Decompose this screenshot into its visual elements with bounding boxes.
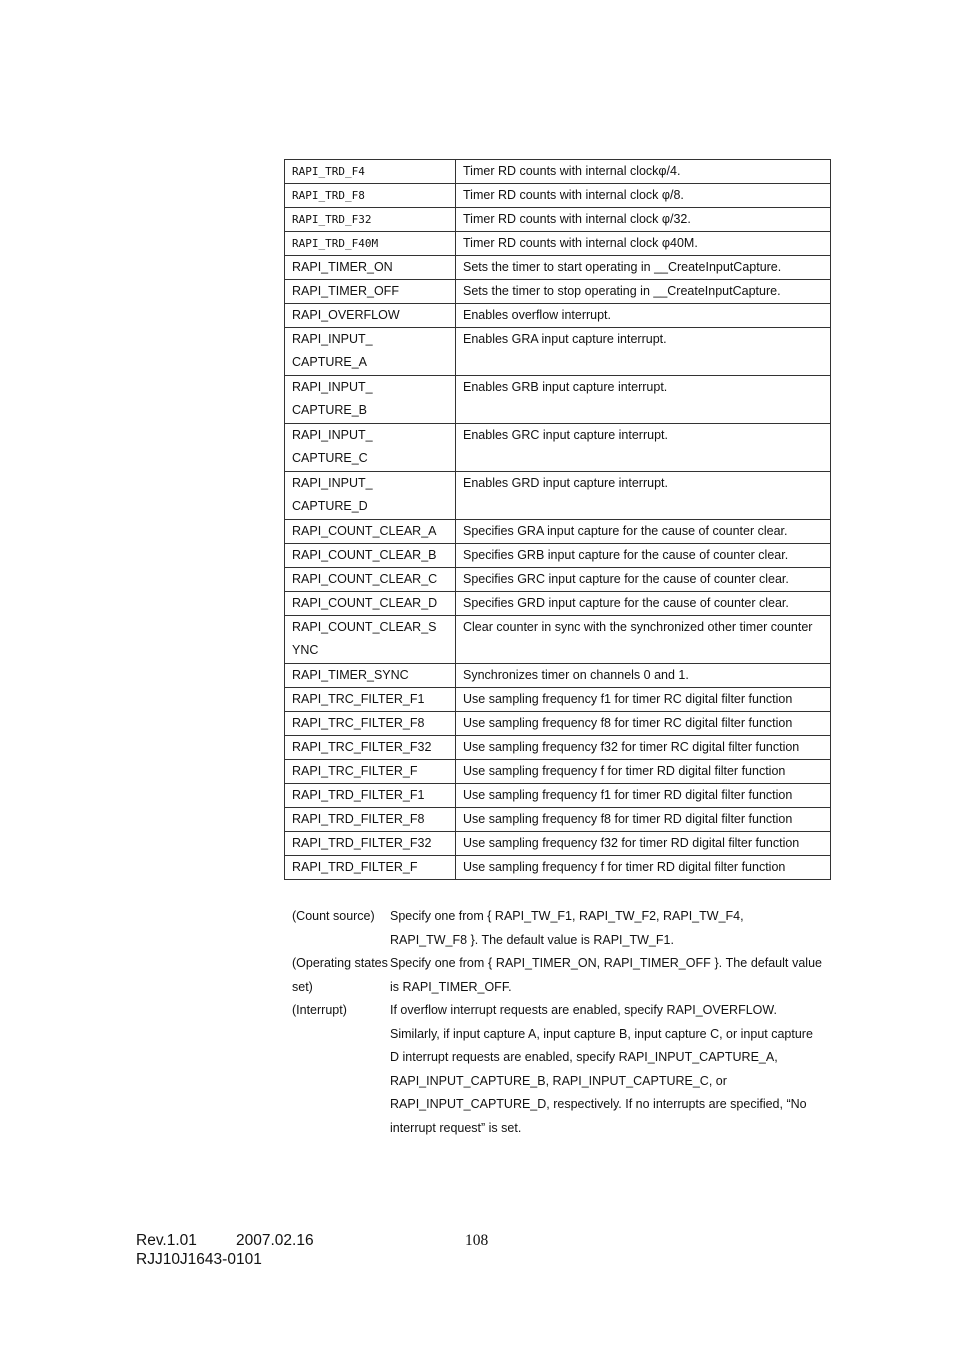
parameter-name-text: RAPI_TRC_FILTER_F32: [292, 740, 432, 754]
parameter-name: [285, 376, 456, 424]
footer-date: 2007.02.16: [236, 1232, 314, 1249]
parameter-name: [285, 208, 456, 232]
parameter-name-text: RAPI_TIMER_OFF: [292, 284, 399, 298]
parameter-name-text: RAPI_TRD_FILTER_F: [292, 860, 418, 874]
parameter-name-text: RAPI_INPUT_ CAPTURE_C: [292, 428, 373, 465]
table-row: [285, 160, 831, 184]
parameter-name-text: RAPI_TRD_F40M: [292, 237, 379, 250]
note-label: (Operating states set): [292, 956, 388, 994]
parameter-name: [285, 160, 456, 184]
parameter-name-text: RAPI_COUNT_CLEAR_S YNC: [292, 620, 437, 657]
parameter-name-text: RAPI_TRC_FILTER_F8: [292, 716, 425, 730]
parameter-description: Use sampling frequency f8 for timer RC digital filter function: [456, 712, 831, 736]
parameter-name-text: RAPI_COUNT_CLEAR_D: [292, 596, 438, 610]
note-text: Specify one from { RAPI_TIMER_ON, RAPI_TIMER_OFF }. The default value is RAPI_TIMER_OFF.: [390, 956, 822, 994]
table-row: [285, 784, 831, 808]
parameter-name: [285, 688, 456, 712]
parameter-name: [285, 856, 456, 880]
table-row: [285, 712, 831, 736]
footer-document-id: RJJ10J1643-0101: [136, 1251, 262, 1268]
parameter-description: Use sampling frequency f8 for timer RD digital filter function: [456, 808, 831, 832]
parameter-description: Enables GRB input capture interrupt.: [456, 376, 831, 424]
table-row: [285, 736, 831, 760]
parameter-description: Use sampling frequency f1 for timer RD digital filter function: [456, 784, 831, 808]
parameter-description: Specifies GRB input capture for the cause of counter clear.: [456, 544, 831, 568]
table-row: [285, 232, 831, 256]
table-row: [285, 688, 831, 712]
table-row: [285, 832, 831, 856]
table-row: [285, 304, 831, 328]
parameter-name-text: RAPI_TRD_F4: [292, 165, 365, 178]
table-row: [285, 280, 831, 304]
parameter-name: [285, 664, 456, 688]
table-row: [285, 808, 831, 832]
parameter-name-text: RAPI_OVERFLOW: [292, 308, 400, 322]
note-count-source: [292, 905, 822, 952]
parameter-name-text: RAPI_TRC_FILTER_F1: [292, 692, 425, 706]
note-text: If overflow interrupt requests are enabled, specify RAPI_OVERFLOW. Similarly, if input capture A, input capture B, input capture C, or input capture D interrupt requests are enabled, specify RAPI_INPUT_CAPTURE_A, RAPI_INPUT_CAPTURE_B, RAPI_INPUT_CAPTURE_C, or RAPI_INPUT_CAPTURE_D, respectively. If no interrupts are specified, “No interrupt request” is set.: [390, 1003, 813, 1135]
parameter-name: [285, 712, 456, 736]
parameter-name-text: RAPI_TRD_FILTER_F8: [292, 812, 425, 826]
parameter-name: [285, 736, 456, 760]
parameter-name: [285, 472, 456, 520]
table-row: [285, 592, 831, 616]
parameter-description: Sets the timer to stop operating in __CreateInputCapture.: [456, 280, 831, 304]
parameter-description: Enables GRA input capture interrupt.: [456, 328, 831, 376]
parameter-name: [285, 760, 456, 784]
parameter-description: Clear counter in sync with the synchronized other timer counter: [456, 616, 831, 664]
note-label: (Interrupt): [292, 1003, 347, 1017]
parameter-notes: [292, 905, 822, 1140]
table-row: [285, 208, 831, 232]
parameter-name: [285, 424, 456, 472]
note-interrupt: [292, 999, 822, 1140]
parameter-description: Timer RD counts with internal clock φ40M.: [456, 232, 831, 256]
parameter-description: Sets the timer to start operating in __CreateInputCapture.: [456, 256, 831, 280]
note-operating-states: [292, 952, 822, 999]
parameter-name-text: RAPI_TRD_F8: [292, 189, 365, 202]
table-row: [285, 520, 831, 544]
page-number: 108: [465, 1232, 489, 1249]
parameter-table: [284, 159, 831, 880]
parameter-name-text: RAPI_COUNT_CLEAR_A: [292, 524, 437, 538]
parameter-name: [285, 808, 456, 832]
parameter-description: Use sampling frequency f32 for timer RD digital filter function: [456, 832, 831, 856]
note-text: Specify one from { RAPI_TW_F1, RAPI_TW_F2, RAPI_TW_F4, RAPI_TW_F8 }. The default value is RAPI_TW_F1.: [390, 909, 744, 947]
table-row: [285, 424, 831, 472]
table-row: [285, 664, 831, 688]
parameter-name: [285, 184, 456, 208]
parameter-name: [285, 832, 456, 856]
table-row: [285, 184, 831, 208]
table-row: [285, 760, 831, 784]
parameter-name-text: RAPI_COUNT_CLEAR_B: [292, 548, 437, 562]
parameter-description: Specifies GRC input capture for the cause of counter clear.: [456, 568, 831, 592]
parameter-description: Timer RD counts with internal clockφ/4.: [456, 160, 831, 184]
parameter-name-text: RAPI_COUNT_CLEAR_C: [292, 572, 438, 586]
parameter-name: [285, 520, 456, 544]
parameter-name-text: RAPI_TRD_F32: [292, 213, 372, 226]
parameter-description: Timer RD counts with internal clock φ/8.: [456, 184, 831, 208]
parameter-description: Enables GRC input capture interrupt.: [456, 424, 831, 472]
parameter-name: [285, 568, 456, 592]
parameter-name: [285, 328, 456, 376]
table-row: [285, 376, 831, 424]
parameter-name: [285, 256, 456, 280]
parameter-name-text: RAPI_TRC_FILTER_F: [292, 764, 418, 778]
note-label: (Count source): [292, 909, 375, 923]
parameter-name-text: RAPI_INPUT_ CAPTURE_A: [292, 332, 373, 369]
table-row: [285, 616, 831, 664]
table-row: [285, 328, 831, 376]
table-row: [285, 568, 831, 592]
parameter-name: [285, 784, 456, 808]
parameter-description: Timer RD counts with internal clock φ/32.: [456, 208, 831, 232]
parameter-table-body: [285, 160, 831, 880]
parameter-description: Specifies GRA input capture for the cause of counter clear.: [456, 520, 831, 544]
parameter-name: [285, 232, 456, 256]
table-row: [285, 856, 831, 880]
parameter-name: [285, 544, 456, 568]
table-row: [285, 256, 831, 280]
parameter-description: Use sampling frequency f1 for timer RC digital filter function: [456, 688, 831, 712]
parameter-name: [285, 304, 456, 328]
parameter-name: [285, 616, 456, 664]
table-row: [285, 472, 831, 520]
parameter-name-text: RAPI_INPUT_ CAPTURE_D: [292, 476, 373, 513]
parameter-description: Use sampling frequency f32 for timer RC digital filter function: [456, 736, 831, 760]
footer-revision: Rev.1.01: [136, 1232, 197, 1249]
table-row: [285, 544, 831, 568]
parameter-name-text: RAPI_TRD_FILTER_F1: [292, 788, 425, 802]
parameter-name-text: RAPI_TRD_FILTER_F32: [292, 836, 432, 850]
parameter-name-text: RAPI_TIMER_ON: [292, 260, 393, 274]
parameter-description: Enables GRD input capture interrupt.: [456, 472, 831, 520]
parameter-name: [285, 592, 456, 616]
parameter-name-text: RAPI_INPUT_ CAPTURE_B: [292, 380, 373, 417]
parameter-name-text: RAPI_TIMER_SYNC: [292, 668, 409, 682]
parameter-description: Specifies GRD input capture for the cause of counter clear.: [456, 592, 831, 616]
parameter-name: [285, 280, 456, 304]
parameter-description: Use sampling frequency f for timer RD digital filter function: [456, 760, 831, 784]
parameter-description: Use sampling frequency f for timer RD digital filter function: [456, 856, 831, 880]
parameter-description: Synchronizes timer on channels 0 and 1.: [456, 664, 831, 688]
parameter-description: Enables overflow interrupt.: [456, 304, 831, 328]
